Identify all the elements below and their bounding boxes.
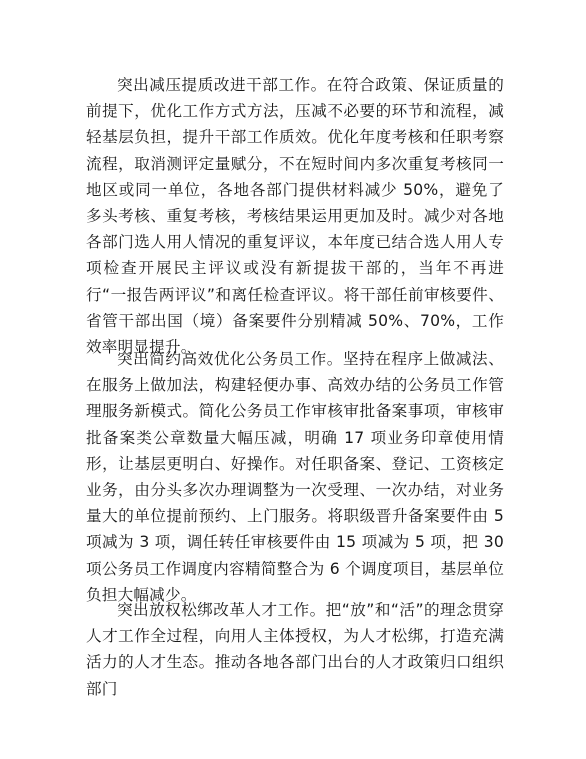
body-paragraph: 突出放权松绑改革人才工作。把“放”和“活”的理念贯穿人才工作全过程，向用人主体授权，为人才松绑，打造充满活力的人才生态。推动各地各部门出台的人才政策归口组织部门 bbox=[86, 601, 504, 698]
body-paragraph: 突出减压提质改进干部工作。在符合政策、保证质量的前提下，优化工作方式方法，压减不必要的环节和流程，减轻基层负担，提升干部工作质效。优化年度考核和任职考察流程，取消测评定量赋分，不在短时间内多次重复考核同一地区或同一单位，各地各部门提供材料减少 50%，避免了多头考核、重复考核，考核结果运用更加及时。减少对各地各部门选人用人情况的重复评议，本年度已结合选人用人专项检查开展民主评议或没有新提拔干部的，当年不再进行“一报告两评议”和离任检查评议。将干部任前审核要件、省管干部出国（境）备案要件分别精减 50%、70%，工作效率明显提升。 bbox=[86, 76, 504, 357]
body-paragraph: 突出简约高效优化公务员工作。坚持在程序上做减法、在服务上做加法，构建轻便办事、高效办结的公务员工作管理服务新模式。简化公务员工作审核审批备案事项，审核审批备案类公章数量大幅压减，明确 17 项业务印章使用情形，让基层更明白、好操作。对任职备案、登记、工资核定业务，由分头多次办理调整为一次受理、一次办结，对业务量大的单位提前预约、上门服务。将职级晋升备案要件由 5 项减为 3 项，调任转任审核要件由 15 项减为 5 项，把 30 项公务员工作调度内容精简整合为 6 个调度项目，基层单位负担大幅减少。 bbox=[86, 350, 504, 604]
